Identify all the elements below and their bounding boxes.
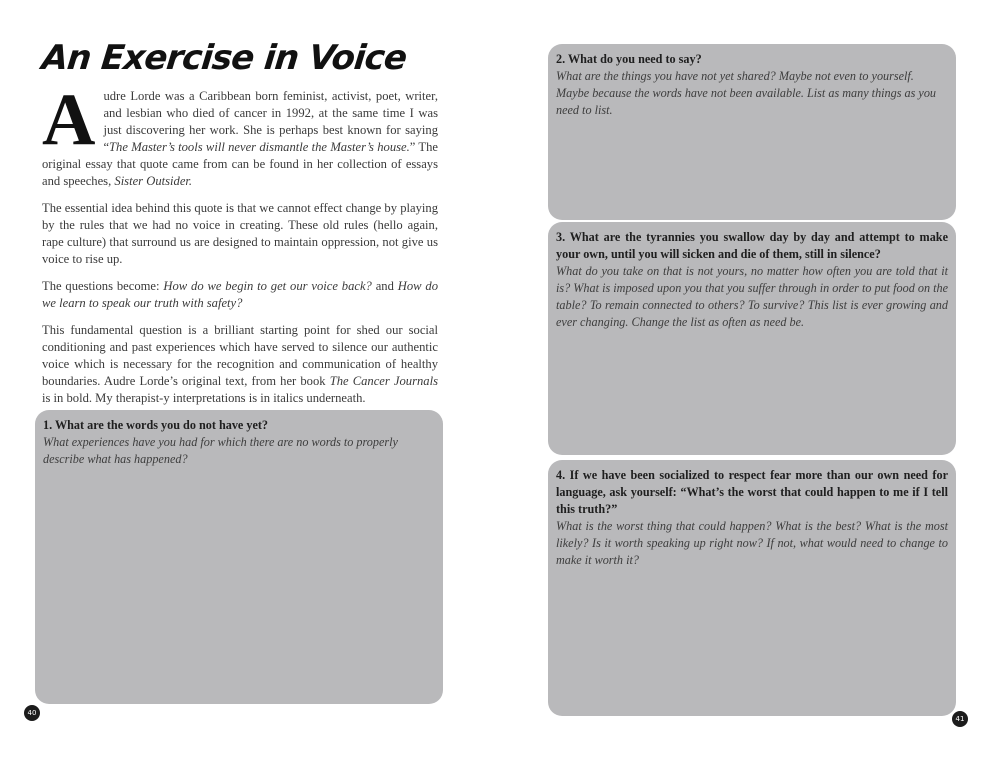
- question-4-description: What is the worst thing that could happen? What is the best? What is the most likely? Is it worth speaking up right now? If not, what would need to change to make it worth it?: [556, 519, 948, 567]
- p3-q2: How do we learn to speak our truth with safety?: [42, 279, 438, 310]
- question-box-4[interactable]: [548, 460, 956, 716]
- p1-mid: ” The original essay that quote came from can be found in her collection of essays and speeches,: [42, 140, 438, 188]
- p1-quote: The Master’s tools will never dismantle the Master’s house.: [109, 140, 410, 154]
- page-number-left: 40: [24, 705, 40, 721]
- p4-start: This fundamental question is a brilliant starting point for shed our social conditioning and past experiences which have served to silence our authentic voice which is necessary for the recognition and communication of healthy boundaries. Audre Lorde’s original text, from her book: [42, 323, 438, 388]
- right-page: [500, 0, 1000, 762]
- question-box-2[interactable]: [548, 44, 956, 220]
- p4-end: is in bold. My therapist-y interpretations is in italics underneath.: [42, 391, 366, 405]
- question-3-description: What do you take on that is not yours, no matter how often you are told that it is? What is imposed upon you that you suffer through in order to put food on the table? To remain connected to others? To survive? This list is ever growing and ever changing. Change the list as often as need be.: [556, 264, 948, 329]
- question-3: 3. What are the tyrannies you swallow day by day and attempt to make your own, until you will sicken and die of them, still in silence?: [556, 230, 948, 261]
- question-2-description: What are the things you have not yet shared? Maybe not even to yourself. Maybe because the words have not been available. List as many things as you need to list.: [556, 69, 937, 117]
- paragraph-3: [42, 278, 438, 312]
- paragraph-2: The essential idea behind this quote is that we cannot effect change by playing by the rules that we had no voice in creating. These old rules (hello again, rape culture) that surround us are designed to maintain oppression, not give us voice to rise up.: [42, 201, 438, 266]
- p1-start: udre Lorde was a Caribbean born feminist, activist, poet, writer, and lesbian who died of cancer in 1992, at the same time I was just discovering her work. She is perhaps best known for saying “: [103, 89, 438, 154]
- intro-text: [42, 79, 438, 417]
- page-title: An Exercise in Voice: [39, 38, 409, 78]
- p3-q1: How do we begin to get our voice back?: [163, 279, 372, 293]
- question-1-description: What experiences have you had for which there are no words to properly describe what has happened?: [43, 435, 398, 466]
- paragraph-4: [42, 322, 438, 407]
- drop-cap: A: [42, 79, 96, 161]
- p4-book: The Cancer Journals: [329, 374, 438, 388]
- question-box-1[interactable]: [35, 410, 443, 704]
- question-4: 4. If we have been socialized to respect fear more than our own need for language, ask yourself: “What’s the worst that could happen to me if I tell this truth?”: [556, 468, 948, 516]
- p3-start: The questions become:: [42, 279, 164, 293]
- question-box-3[interactable]: [548, 222, 956, 455]
- p3-and: and: [371, 279, 398, 293]
- paragraph-1: [42, 79, 438, 190]
- question-1: 1. What are the words you do not have yet?: [43, 418, 269, 432]
- page-number-right: 41: [952, 711, 968, 727]
- question-2: 2. What do you need to say?: [556, 52, 702, 66]
- p1-book: Sister Outsider.: [114, 174, 193, 188]
